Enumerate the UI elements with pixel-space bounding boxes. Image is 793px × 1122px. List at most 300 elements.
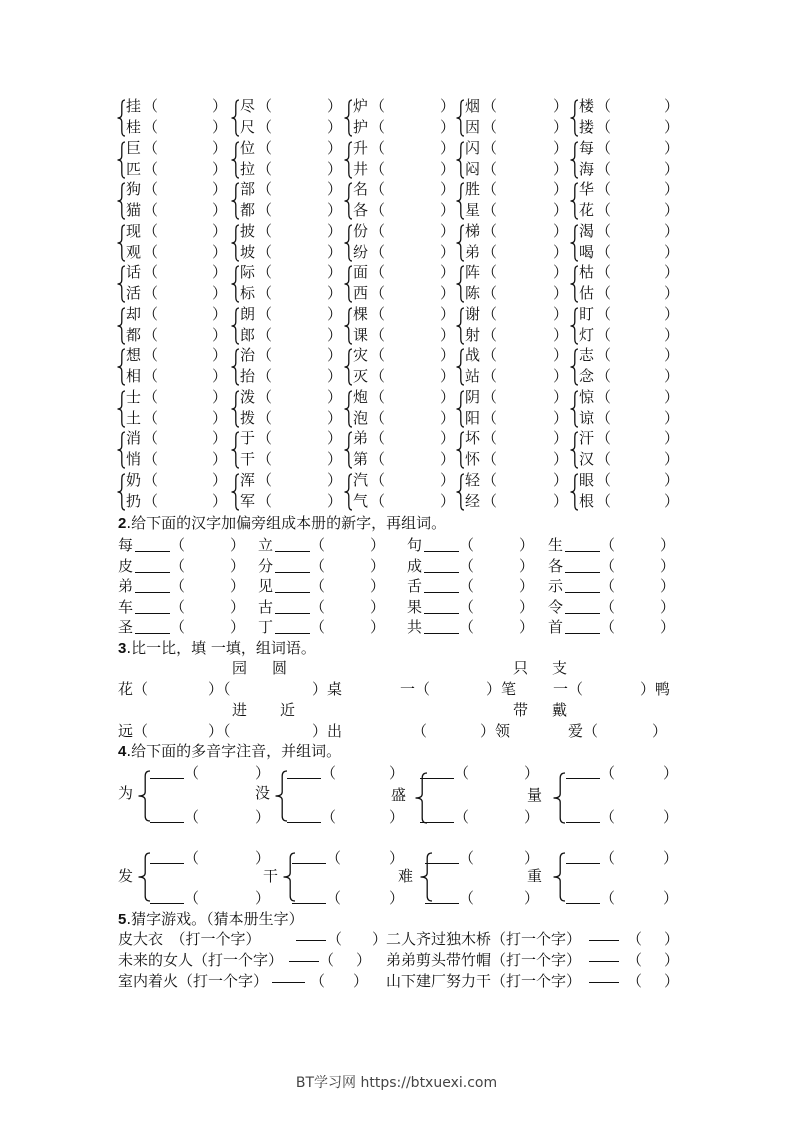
pair-char: 部 (240, 180, 256, 198)
paren-open: （ (370, 221, 386, 240)
pair-char: 烟 (465, 97, 481, 115)
paren-close: ） (212, 491, 228, 510)
brace-icon (231, 182, 239, 220)
brace-icon (570, 182, 578, 220)
paren-open: （ (370, 138, 386, 157)
paren-close: ） (370, 618, 386, 637)
paren-open: （ (482, 450, 498, 468)
paren-close: ） (664, 97, 680, 115)
brace-icon (344, 99, 352, 137)
answer-blank[interactable] (566, 863, 600, 864)
paren-open: （ (143, 97, 159, 115)
answer-blank[interactable] (565, 572, 600, 573)
answer-blank[interactable] (420, 778, 454, 779)
brace-icon (138, 852, 150, 902)
brace-icon (456, 431, 464, 469)
base-char: 皮 (118, 556, 134, 575)
paren-open: （ (482, 325, 498, 344)
paren-close: ） (663, 849, 679, 867)
paren-open: （ (257, 387, 273, 406)
fill-text: ）（ (208, 680, 231, 698)
pair-char: 份 (353, 221, 369, 240)
paren-close: ） (230, 536, 246, 554)
answer-blank[interactable] (425, 903, 459, 904)
pair-char: 陈 (465, 284, 481, 302)
pair-char: 活 (126, 284, 142, 302)
pair-char: 圆 (272, 659, 288, 677)
answer-blank[interactable] (589, 982, 619, 983)
pair-char: 谢 (465, 304, 481, 323)
brace-icon (231, 473, 239, 511)
answer-blank[interactable] (275, 633, 310, 634)
paren-close: ） (660, 536, 676, 554)
brace-icon (570, 265, 578, 303)
paren-close: ） (212, 387, 228, 406)
paren-close: ） (255, 764, 271, 782)
paren-close: ） (255, 808, 271, 826)
paren-close: ） (440, 387, 456, 406)
footer-watermark: BT学习网 https://btxuexi.com (295, 1075, 498, 1091)
paren-close: ） (212, 97, 228, 115)
paren-close: ） (664, 408, 680, 427)
paren-open: （ (143, 180, 159, 198)
paren-close: ） (212, 304, 228, 323)
brace-icon (456, 473, 464, 511)
paren-open: （ (596, 159, 612, 178)
brace-icon (138, 770, 150, 822)
paren-close: ） (553, 325, 569, 344)
brace-icon (570, 307, 578, 345)
paren-open: （ (310, 556, 326, 575)
paren-open: （ (257, 138, 273, 157)
pair-char: 进 (232, 701, 248, 719)
paren-close: ） (212, 242, 228, 261)
pair-char: 纷 (353, 242, 369, 261)
paren-open: （ (482, 221, 498, 240)
paren-close: ） (664, 491, 680, 510)
pair-char: 戴 (552, 701, 568, 719)
polyphone-char: 没 (255, 784, 271, 802)
brace-icon (415, 772, 427, 824)
answer-blank[interactable] (292, 863, 326, 864)
brace-icon (570, 431, 578, 469)
pair-char: 匹 (126, 159, 142, 178)
paren-close: ） (327, 367, 343, 385)
pair-char: 西 (353, 284, 369, 302)
pair-char: 坡 (240, 242, 256, 261)
pair-char: 园 (232, 659, 248, 677)
paren-open: （ (257, 159, 273, 178)
paren-close: ） (664, 387, 680, 406)
paren-open: （ (596, 138, 612, 157)
brace-icon (456, 182, 464, 220)
pair-char: 位 (240, 138, 256, 157)
paren-open: （ (482, 201, 498, 219)
paren-open: （ (170, 536, 186, 554)
paren-close: ） (553, 201, 569, 219)
base-char: 句 (407, 536, 423, 554)
paren-open: （ (310, 618, 326, 637)
paren-open: （ (482, 263, 498, 281)
paren-open: （ (482, 159, 498, 178)
paren-open: （ (370, 304, 386, 323)
paren-open: （ (370, 491, 386, 510)
answer-blank[interactable] (565, 592, 600, 593)
paren-close: ） (212, 284, 228, 302)
riddle-text: 室内着火（打一个字） (118, 972, 269, 990)
paren-open: （ (143, 304, 159, 323)
pair-char: 拉 (240, 159, 256, 178)
paren-close: ） (553, 242, 569, 261)
paren-close: ） (664, 429, 680, 447)
section-5-heading: 5.猜字游戏。（猜本册生字） (118, 910, 304, 928)
paren-open: （ (310, 972, 326, 990)
paren-open: （ (482, 491, 498, 510)
paren-open: （ (596, 304, 612, 323)
brace-icon (231, 141, 239, 179)
paren-open: （ (170, 597, 186, 616)
paren-close: ） (370, 577, 386, 596)
brace-icon (231, 348, 239, 386)
base-char: 古 (258, 597, 274, 616)
brace-icon (570, 348, 578, 386)
paren-open: （ (459, 618, 475, 637)
riddle-text: 皮大衣 （打一个字） (118, 930, 261, 948)
brace-icon (456, 141, 464, 179)
pair-char: 棵 (353, 304, 369, 323)
pair-char: 名 (353, 180, 369, 198)
paren-open: （ (454, 808, 470, 826)
base-char: 令 (548, 597, 564, 616)
paren-open: （ (596, 429, 612, 447)
paren-close: ） (664, 304, 680, 323)
pair-char: 护 (353, 118, 369, 136)
paren-close: ） (519, 597, 535, 616)
pair-char: 怀 (465, 450, 481, 468)
pair-char: 于 (240, 429, 256, 447)
answer-blank[interactable] (287, 778, 321, 779)
pair-char: 阴 (465, 387, 481, 406)
paren-open: （ (600, 764, 616, 782)
pair-char: 灾 (353, 346, 369, 364)
paren-close: ） (212, 470, 228, 489)
pair-char: 轻 (465, 470, 481, 489)
paren-close: ） (440, 180, 456, 198)
paren-close: ） (519, 536, 535, 554)
paren-close: ） (212, 450, 228, 468)
answer-blank[interactable] (292, 903, 326, 904)
paren-open: （ (370, 346, 386, 364)
answer-blank[interactable] (424, 572, 459, 573)
brace-icon (344, 348, 352, 386)
paren-open: （ (600, 556, 616, 575)
answer-blank[interactable] (289, 961, 319, 962)
paren-close: ） (440, 429, 456, 447)
paren-open: （ (257, 284, 273, 302)
base-char: 立 (258, 536, 274, 554)
paren-open: （ (459, 536, 475, 554)
paren-close: ） (389, 849, 405, 867)
paren-open: （ (600, 577, 616, 596)
paren-open: （ (600, 618, 616, 637)
answer-blank[interactable] (566, 778, 600, 779)
pair-char: 朗 (240, 304, 256, 323)
paren-open: （ (143, 325, 159, 344)
answer-blank[interactable] (566, 903, 600, 904)
pair-char: 狗 (126, 180, 142, 198)
brace-icon (570, 224, 578, 262)
pair-char: 谅 (579, 408, 595, 427)
paren-open: （ (143, 491, 159, 510)
pair-char: 支 (552, 659, 568, 677)
pair-char: 带 (513, 701, 529, 719)
paren-close: ） (440, 491, 456, 510)
paren-open: （ (319, 951, 335, 969)
answer-blank[interactable] (425, 863, 459, 864)
paren-close: ） (327, 346, 343, 364)
answer-blank[interactable] (424, 592, 459, 593)
pair-char: 干 (240, 450, 256, 468)
pair-char: 泼 (240, 387, 256, 406)
brace-icon (344, 224, 352, 262)
paren-open: （ (482, 408, 498, 427)
paren-close: ） (664, 284, 680, 302)
paren-close: ） (553, 221, 569, 240)
paren-close: ） (660, 597, 676, 616)
paren-close: ） (440, 201, 456, 219)
paren-open: （ (310, 536, 326, 554)
paren-close: ） (660, 577, 676, 596)
answer-blank[interactable] (150, 778, 184, 779)
paren-open: （ (143, 284, 159, 302)
paren-open: （ (257, 180, 273, 198)
brace-icon (456, 99, 464, 137)
pair-char: 根 (579, 491, 595, 510)
pair-char: 际 (240, 263, 256, 281)
paren-close: ） (553, 159, 569, 178)
brace-icon (117, 431, 125, 469)
brace-icon (231, 224, 239, 262)
paren-close: ） (353, 972, 369, 990)
paren-close: ） (212, 408, 228, 427)
riddle-text: 山下建厂努力干（打一个字） (386, 972, 582, 990)
paren-close: ） (372, 930, 388, 948)
paren-open: （ (170, 556, 186, 575)
fill-text: ）出 (312, 722, 343, 740)
pair-char: 估 (579, 284, 595, 302)
base-char: 圣 (118, 618, 134, 637)
paren-open: （ (459, 889, 475, 907)
answer-blank[interactable] (135, 551, 170, 552)
paren-open: （ (482, 180, 498, 198)
pair-char: 只 (513, 659, 529, 677)
fill-text: 远（ (118, 722, 149, 740)
answer-blank[interactable] (424, 551, 459, 552)
pair-char: 海 (579, 159, 595, 178)
answer-blank[interactable] (424, 633, 459, 634)
paren-open: （ (370, 201, 386, 219)
pair-char: 治 (240, 346, 256, 364)
pair-char: 星 (465, 201, 481, 219)
answer-blank[interactable] (275, 613, 310, 614)
pair-char: 华 (579, 180, 595, 198)
paren-open: （ (257, 346, 273, 364)
paren-close: ） (327, 159, 343, 178)
brace-icon (117, 182, 125, 220)
pair-char: 闪 (465, 138, 481, 157)
paren-close: ） (230, 597, 246, 616)
paren-close: ） (553, 346, 569, 364)
pair-char: 猫 (126, 201, 142, 219)
paren-open: （ (257, 221, 273, 240)
answer-blank[interactable] (275, 572, 310, 573)
brace-icon (344, 390, 352, 428)
pair-char: 念 (579, 367, 595, 385)
pair-char: 喝 (579, 242, 595, 261)
paren-open: （ (596, 367, 612, 385)
paren-open: （ (482, 470, 498, 489)
answer-blank[interactable] (135, 633, 170, 634)
paren-open: （ (596, 491, 612, 510)
paren-open: （ (370, 325, 386, 344)
paren-close: ） (327, 325, 343, 344)
answer-blank[interactable] (150, 863, 184, 864)
section-2-heading: 2.给下面的汉字加偏旁组成本册的新字，再组词。 (118, 514, 447, 532)
pair-char: 井 (353, 159, 369, 178)
paren-close: ） (440, 346, 456, 364)
brace-icon (117, 307, 125, 345)
brace-icon (117, 141, 125, 179)
paren-open: （ (257, 263, 273, 281)
brace-icon (275, 770, 287, 822)
answer-blank[interactable] (150, 822, 184, 823)
paren-close: ） (440, 325, 456, 344)
paren-close: ） (440, 263, 456, 281)
paren-open: （ (482, 304, 498, 323)
pair-char: 气 (353, 491, 369, 510)
brace-icon (283, 852, 295, 902)
pair-char: 士 (126, 387, 142, 406)
answer-blank[interactable] (272, 982, 305, 983)
pair-char: 胜 (465, 180, 481, 198)
paren-open: （ (143, 221, 159, 240)
brace-icon (117, 265, 125, 303)
pair-char: 渴 (579, 221, 595, 240)
paren-close: ） (327, 387, 343, 406)
answer-blank[interactable] (275, 551, 310, 552)
paren-close: ） (660, 618, 676, 637)
paren-close: ） (553, 284, 569, 302)
pair-char: 近 (280, 701, 296, 719)
paren-close: ） (440, 138, 456, 157)
paren-open: （ (482, 138, 498, 157)
polyphone-char: 发 (118, 867, 134, 885)
paren-open: （ (370, 263, 386, 281)
answer-blank[interactable] (565, 633, 600, 634)
pair-char: 阵 (465, 263, 481, 281)
answer-blank[interactable] (589, 961, 619, 962)
paren-open: （ (596, 97, 612, 115)
paren-open: （ (596, 221, 612, 240)
paren-close: ） (664, 201, 680, 219)
paren-close: ） (212, 138, 228, 157)
fill-text: ）（ (208, 722, 231, 740)
answer-blank[interactable] (566, 822, 600, 823)
pair-char: 标 (240, 284, 256, 302)
paren-close: ） (230, 556, 246, 575)
answer-blank[interactable] (420, 822, 454, 823)
brace-icon (344, 141, 352, 179)
base-char: 各 (548, 556, 564, 575)
paren-open: （ (143, 263, 159, 281)
paren-open: （ (482, 284, 498, 302)
answer-blank[interactable] (296, 940, 326, 941)
paren-close: ） (553, 97, 569, 115)
answer-blank[interactable] (424, 613, 459, 614)
pair-char: 扔 (126, 491, 142, 510)
brace-icon (231, 431, 239, 469)
paren-close: ） (389, 808, 405, 826)
paren-close: ） (519, 556, 535, 575)
pair-char: 灭 (353, 367, 369, 385)
brace-icon (456, 348, 464, 386)
answer-blank[interactable] (589, 940, 619, 941)
pair-char: 桂 (126, 118, 142, 136)
paren-close: ） (212, 201, 228, 219)
paren-open: （ (326, 849, 342, 867)
pair-char: 军 (240, 491, 256, 510)
brace-icon (117, 348, 125, 386)
paren-open: （ (482, 387, 498, 406)
pair-char: 汗 (579, 429, 595, 447)
answer-blank[interactable] (135, 613, 170, 614)
paren-open: （ (370, 242, 386, 261)
paren-open: （ (143, 408, 159, 427)
paren-open: （ (321, 808, 337, 826)
answer-blank[interactable] (287, 822, 321, 823)
paren-open: （ (482, 367, 498, 385)
pair-char: 面 (353, 263, 369, 281)
paren-open: （ (143, 387, 159, 406)
brace-icon (231, 390, 239, 428)
answer-blank[interactable] (565, 613, 600, 614)
base-char: 果 (407, 597, 423, 616)
answer-blank[interactable] (275, 592, 310, 593)
answer-blank[interactable] (150, 903, 184, 904)
paren-open: （ (143, 470, 159, 489)
paren-close: ） (664, 180, 680, 198)
pair-char: 都 (126, 325, 142, 344)
brace-icon (344, 431, 352, 469)
paren-open: （ (370, 180, 386, 198)
pair-char: 因 (465, 118, 481, 136)
paren-open: （ (596, 118, 612, 136)
pair-char: 闷 (465, 159, 481, 178)
paren-close: ） (553, 180, 569, 198)
paren-open: （ (257, 408, 273, 427)
answer-blank[interactable] (135, 572, 170, 573)
fill-text: ）桌 (312, 680, 343, 698)
paren-close: ） (327, 242, 343, 261)
paren-open: （ (257, 201, 273, 219)
answer-blank[interactable] (565, 551, 600, 552)
brace-icon (344, 265, 352, 303)
paren-open: （ (170, 618, 186, 637)
paren-close: ） (370, 597, 386, 616)
polyphone-char: 干 (263, 867, 279, 885)
answer-blank[interactable] (135, 592, 170, 593)
pair-char: 抬 (240, 367, 256, 385)
